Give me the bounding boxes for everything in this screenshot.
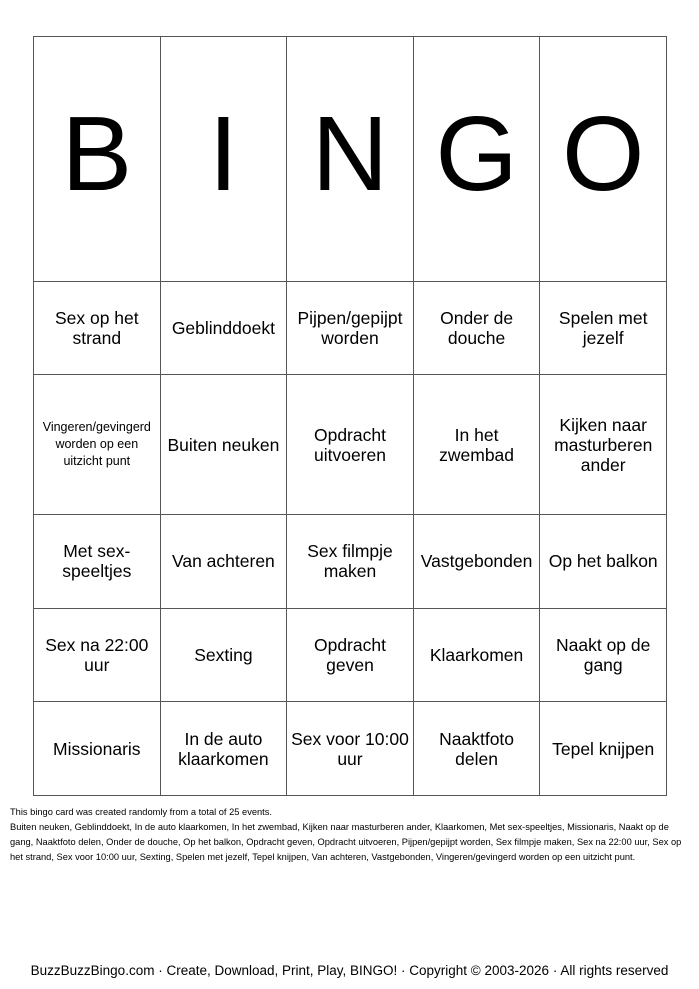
event-note-list: Buiten neuken, Geblinddoekt, In de auto klaarkomen, In het zwembad, Kijken naar masturberen ander, Klaarkomen, Met sex-speeltjes, Missionaris, Naakt op de gang, Naaktfoto delen, Onder de douche, Op het balkon, Opdracht geven, Opdracht uitvoeren, Pijpen/gepijpt worden, Sex filmpje maken, Sex na 22:00 uur, Sex op het strand, Sex voor 10:00 uur, Sexting, Spelen met jezelf, Tepel knijpen, Van achteren, Vastgebonden, Vingeren/gevingerd worden op een uitzicht punt. — [10, 822, 682, 862]
bingo-cell: Van achteren — [160, 514, 287, 608]
bingo-cell: Naaktfoto delen — [413, 702, 540, 796]
header-letter-o: O — [540, 37, 667, 282]
bingo-row — [34, 702, 667, 796]
header-letter-g: G — [413, 37, 540, 282]
event-note-intro: This bingo card was created randomly from a total of 25 events. — [10, 807, 272, 817]
bingo-cell: Kijken naar masturberen ander — [540, 375, 667, 514]
bingo-cell: Geblinddoekt — [160, 281, 287, 375]
bingo-cell: Sex voor 10:00 uur — [287, 702, 414, 796]
bingo-cell: Sexting — [160, 608, 287, 702]
bingo-cell: Opdracht uitvoeren — [287, 375, 414, 514]
bingo-cell: Tepel knijpen — [540, 702, 667, 796]
bingo-cell: Vingeren/gevingerd worden op een uitzicht punt — [34, 375, 161, 514]
bingo-cell: Spelen met jezelf — [540, 281, 667, 375]
bingo-cell: Op het balkon — [540, 514, 667, 608]
bingo-row — [34, 281, 667, 375]
bingo-cell: Pijpen/gepijpt worden — [287, 281, 414, 375]
bingo-cell: In het zwembad — [413, 375, 540, 514]
bingo-cell: Buiten neuken — [160, 375, 287, 514]
copyright-footer: BuzzBuzzBingo.com · Create, Download, Print, Play, BINGO! · Copyright © 2003-2026 · All rights reserved — [30, 963, 669, 978]
bingo-row — [34, 514, 667, 608]
bingo-row — [34, 375, 667, 514]
bingo-cell: Missionaris — [34, 702, 161, 796]
bingo-cell: Vastgebonden — [413, 514, 540, 608]
event-note — [10, 805, 690, 865]
bingo-cell: In de auto klaarkomen — [160, 702, 287, 796]
bingo-cell: Opdracht geven — [287, 608, 414, 702]
bingo-cell: Sex filmpje maken — [287, 514, 414, 608]
bingo-cell: Sex na 22:00 uur — [34, 608, 161, 702]
bingo-cell: Onder de douche — [413, 281, 540, 375]
bingo-cell: Sex op het strand — [34, 281, 161, 375]
header-letter-n: N — [287, 37, 414, 282]
header-letter-i: I — [160, 37, 287, 282]
bingo-cell: Met sex-speeltjes — [34, 514, 161, 608]
bingo-row — [34, 608, 667, 702]
bingo-card — [33, 36, 667, 796]
bingo-cell: Naakt op de gang — [540, 608, 667, 702]
bingo-cell: Klaarkomen — [413, 608, 540, 702]
header-letter-b: B — [34, 37, 161, 282]
bingo-header-row — [34, 37, 667, 282]
